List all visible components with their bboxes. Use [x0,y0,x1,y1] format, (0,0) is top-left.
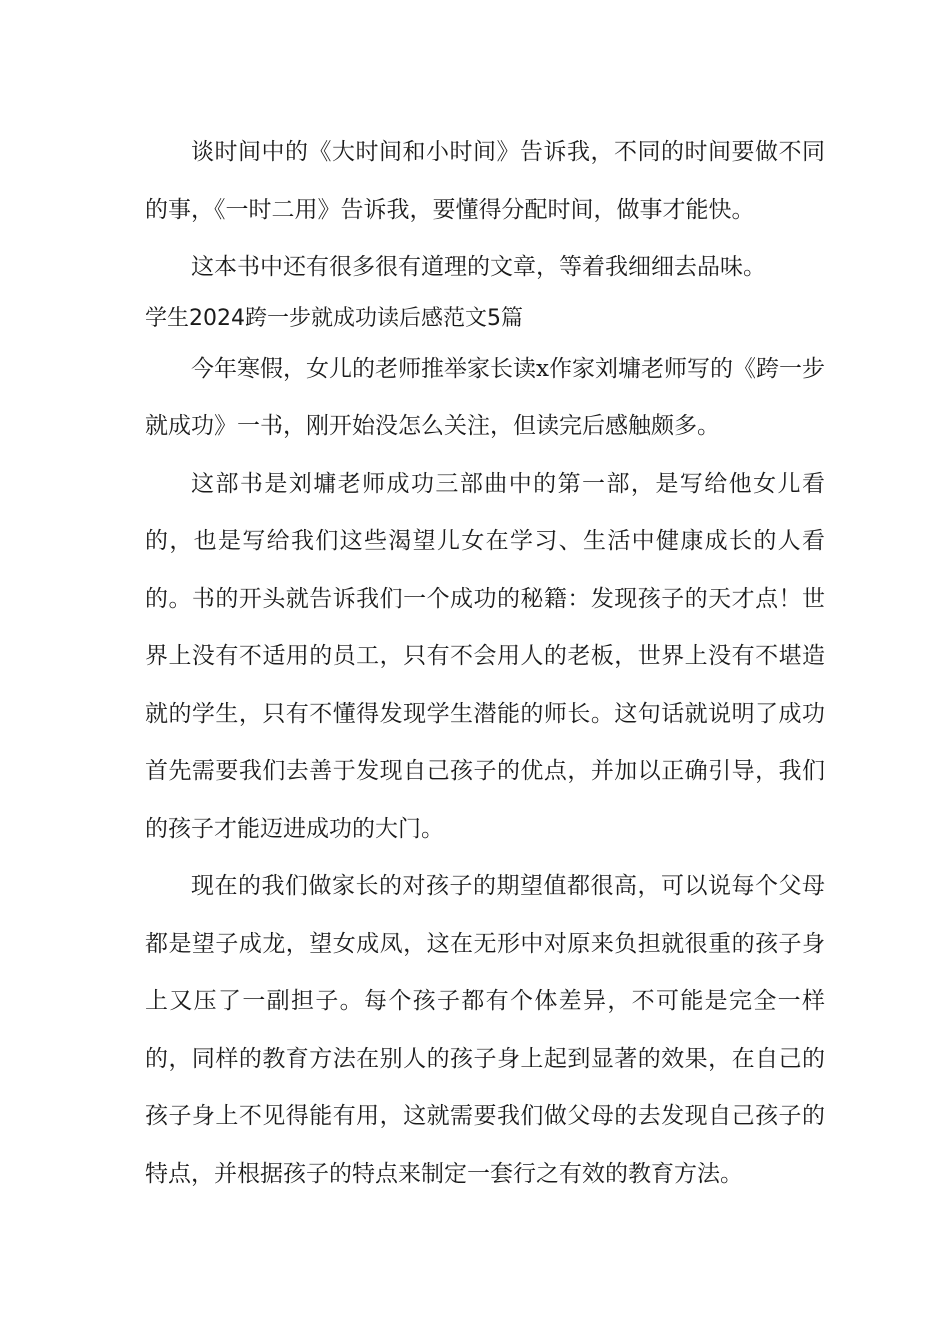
section-title: 学生2024跨一步就成功读后感范文5篇 [145,305,523,331]
paragraph-book-reflection: 这本书中还有很多很有道理的文章，等着我细细去品味。 [191,254,766,280]
paragraph-parent-expectations: 现在的我们做家长的对孩子的期望值都很高，可以说每个父母都是望子成龙，望女成凤，这在无形中对原来负担就很重的孩子身上又压了一副担子。每个孩子都有个体差异，不可能是完全一样的，同样的教育方法在别人的孩子身上起到显著的效果，在自己的孩子身上不见得能有用，这就需要我们做父母的去发现自己孩子的特点，并根据孩子的特点来制定一套行之有效的教育方法。 [145,873,825,1187]
paragraph-success-trilogy: 这部书是刘墉老师成功三部曲中的第一部，是写给他女儿看的，也是写给我们这些渴望儿女在学习、生活中健康成长的人看的。书的开头就告诉我们一个成功的秘籍：发现孩子的天才点！世界上没有不适用的员工，只有不会用人的老板，世界上没有不堪造就的学生，只有不懂得发现学生潜能的师长。这句话就说明了成功首先需要我们去善于发现自己孩子的优点，并加以正确引导，我们的孩子才能迈进成功的大门。 [145,470,825,842]
document-body [145,124,825,1203]
paragraph-winter-vacation: 今年寒假，女儿的老师推举家长读x作家刘墉老师写的《跨一步就成功》一书，刚开始没怎么关注，但读完后感触颇多。 [145,355,825,439]
paragraph-time-stories: 谈时间中的《大时间和小时间》告诉我，不同的时间要做不同的事，《一时二用》告诉我，要懂得分配时间，做事才能快。 [145,139,825,223]
